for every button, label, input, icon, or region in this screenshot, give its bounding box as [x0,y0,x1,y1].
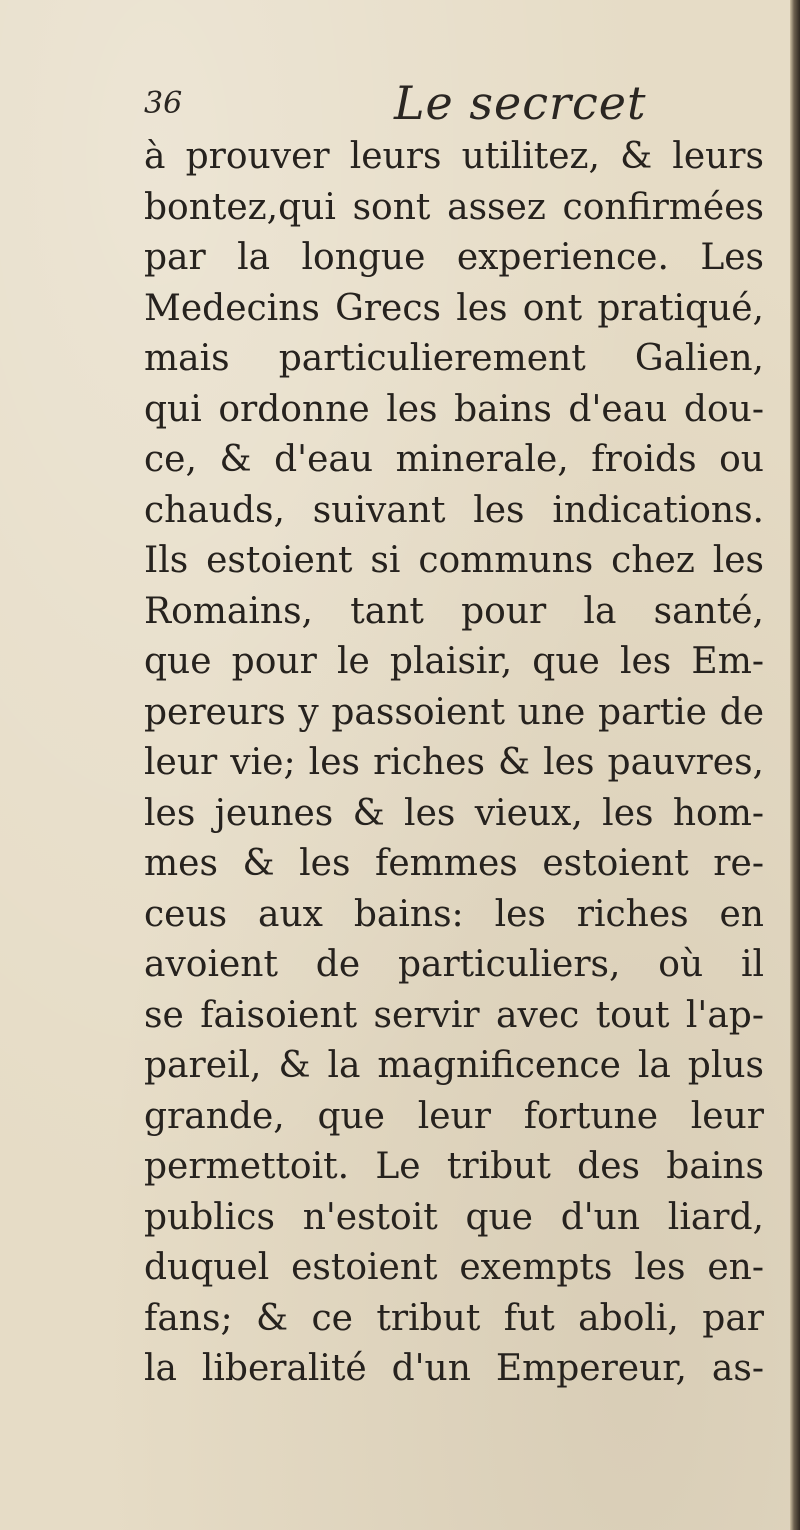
text-line: se faisoient servir avec tout l'ap- [144,994,764,1036]
text-line: pereurs y passoient une partie de [144,691,764,733]
text-line: grande, que leur fortune leur [144,1095,764,1137]
text-line: fans; & ce tribut fut aboli, par [144,1297,764,1339]
text-line: avoient de particuliers, où il [144,944,764,985]
text-line: ce, & d'eau minerale, froids ou [144,439,764,480]
text-line: leur vie; les riches & les pauvres, [144,742,764,783]
page-header [144,76,764,136]
text-line: chauds, suivant les indications. [144,489,764,531]
text-line: bontez,qui sont assez confirmées [144,186,764,228]
text-line: par la longue experience. Les [144,237,764,278]
text-line: Medecins Grecs les ont pratiqué, [144,287,764,329]
text-line: qui ordonne les bains d'eau dou- [144,388,764,430]
text-line: à prouver leurs utilitez, & leurs [144,136,764,177]
text-line: que pour le plaisir, que les Em- [144,641,764,682]
text-line: pareil, & la magnificence la plus [144,1045,764,1086]
body-text [144,132,764,1395]
text-line: Ils estoient si communs chez les [144,540,764,581]
text-line: Romains, tant pour la santé, [144,590,764,632]
text-line: publics n'estoit que d'un liard, [144,1196,764,1238]
text-line: les jeunes & les vieux, les hom- [144,792,764,834]
page-edge [790,0,800,1530]
page-number: 36 [144,86,183,121]
text-line: permettoit. Le tribut des bains [144,1146,764,1187]
text-line: mais particulierement Galien, [144,338,764,379]
text-line: mes & les femmes estoient re- [144,843,764,884]
text-line: duquel estoient exempts les en- [144,1247,764,1288]
text-line: ceus aux bains: les riches en [144,893,764,935]
running-title: Le secrcet [394,76,647,130]
text-line: la liberalité d'un Empereur, as- [144,1348,764,1389]
